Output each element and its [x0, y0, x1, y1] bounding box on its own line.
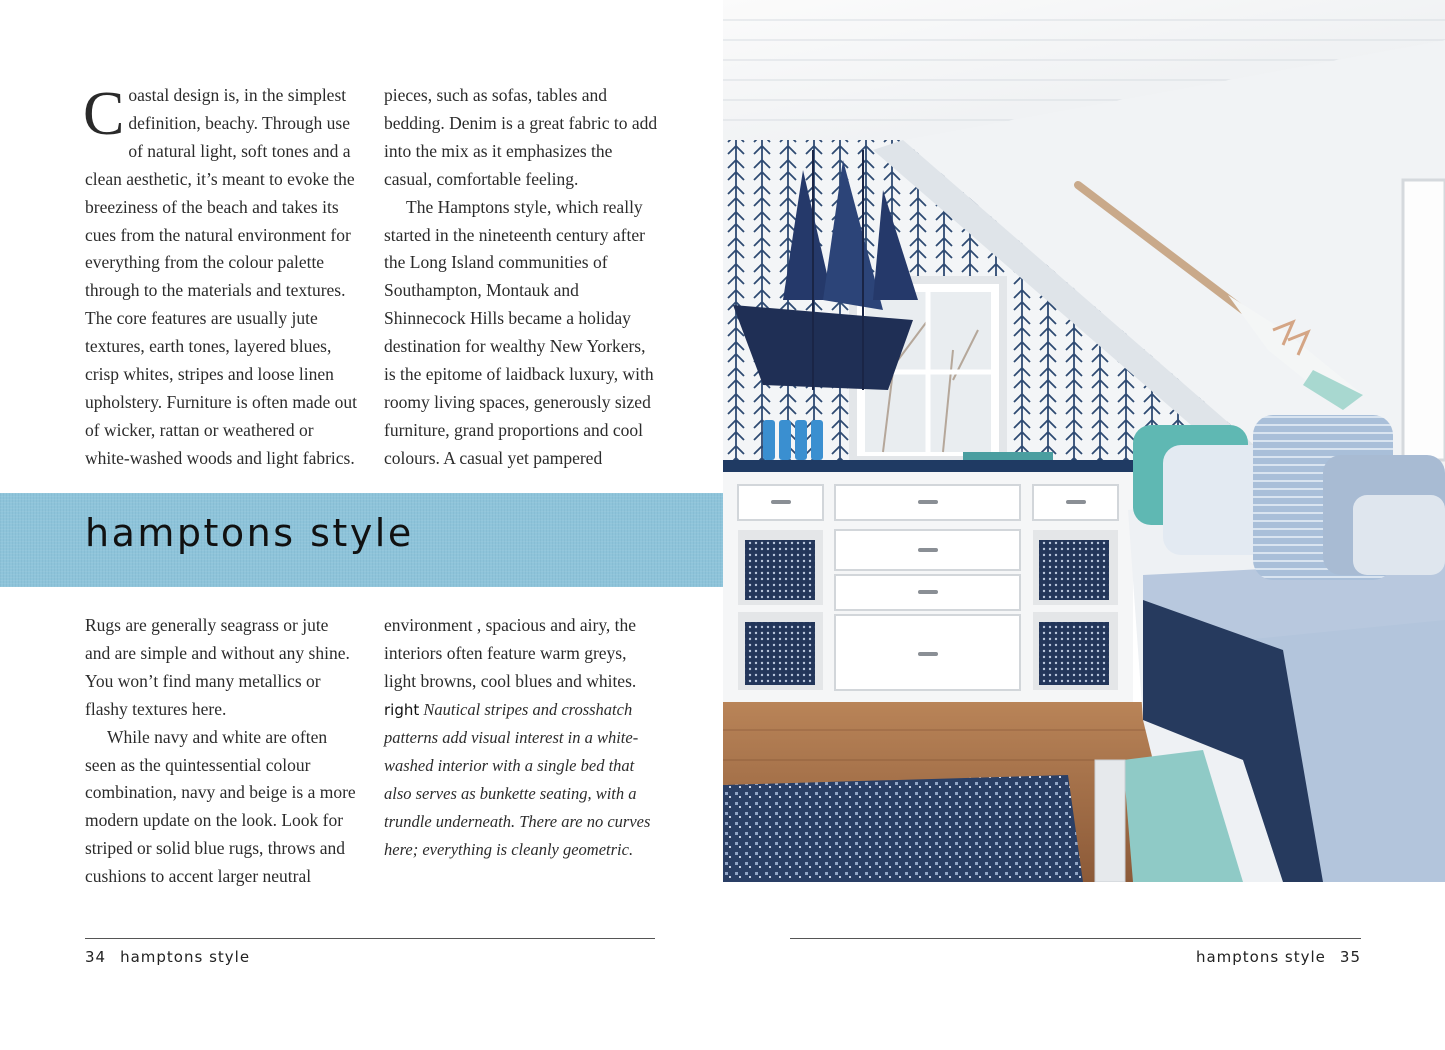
col3-paragraph-2: While navy and white are often seen as the quintessential colour combination, navy and beige is a more modern update on the look. Look for striped or solid blue rugs, throws and cushions to accent larger neutral	[85, 726, 356, 887]
col3-paragraph-1: Rugs are generally seagrass or jute and are simple and without any shine. You won’t find many metallics or flashy textures here.	[85, 615, 350, 719]
running-head-left: hamptons style	[120, 948, 251, 966]
col4-paragraph-1: environment , spacious and airy, the interiors often feature warm greys, light browns, cool blues and whites.	[384, 615, 637, 691]
caption-text: Nautical stripes and crosshatch patterns add visual interest in a white-washed interior with a single bed that also serves as bunkette seating, with a trundle underneath. There are no curves here; everything is cleanly geometric.	[384, 699, 651, 859]
col2-paragraph-2: The Hamptons style, which really started in the nineteenth century after the Long Island communities of Southampton, Montauk and Shinnecock Hills became a holiday destination for wealthy New Yorkers, is the epitome of laidback luxury, with roomy living spaces, generously sized furniture, grand proportions and cool colours. A casual yet pampered	[384, 196, 654, 468]
page-number-left: 34	[85, 948, 107, 966]
footer-rule-right	[790, 938, 1361, 939]
footer-left	[85, 948, 250, 966]
bedroom-photo	[723, 0, 1445, 882]
column-3	[85, 612, 357, 891]
column-1	[85, 82, 357, 473]
section-title: hamptons style	[85, 511, 414, 555]
column-2	[384, 82, 659, 473]
intro-text: oastal design is, in the simplest definition, beachy. Through use of natural light, soft tones and a clean aesthetic, it’s meant to evoke the breeziness of the beach and takes its cues from the natural environment for everything from the colour palette through to the materials and textures. The core features are usually jute textures, earth tones, layered blues, crisp whites, stripes and loose linen upholstery. Furniture is often made out of wicker, rattan or weathered or white-washed woods and light fabrics.	[85, 85, 358, 468]
photo-caption	[384, 696, 659, 864]
footer-right	[1196, 948, 1361, 966]
caption-lead: right	[384, 700, 420, 719]
section-banner	[0, 493, 723, 587]
column-4	[384, 612, 659, 864]
countertop	[723, 460, 1133, 472]
col2-paragraph-1: pieces, such as sofas, tables and bedding. Denim is a great fabric to add into the mix as it emphasizes the casual, comfortable feeling.	[384, 85, 658, 189]
drop-cap: C	[83, 80, 125, 148]
footer-rule-left	[85, 938, 655, 939]
intro-paragraph	[85, 82, 357, 473]
running-head-right: hamptons style	[1195, 948, 1326, 966]
rug	[723, 775, 1083, 882]
page-number-right: 35	[1339, 948, 1361, 966]
side-window	[1403, 180, 1445, 460]
